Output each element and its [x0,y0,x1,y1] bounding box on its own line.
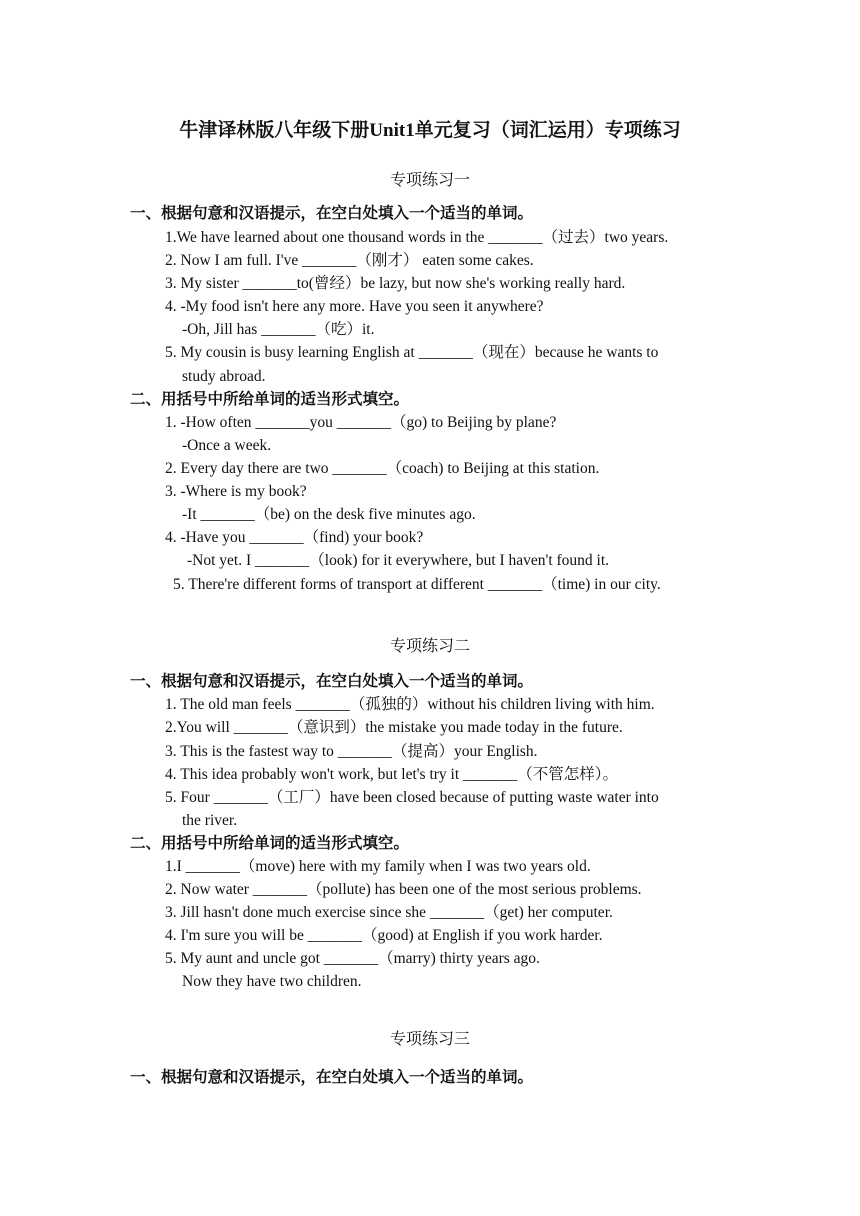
exercise-line: 5. There're different forms of transport at different _______（time) in our city. [173,576,661,593]
section-heading: 专项练习一 [389,172,470,189]
exercise-line: 2.You will _______（意识到）the mistake you made today in the future. [165,719,623,736]
exercise-line: 4. I'm sure you will be _______（good) at English if you work harder. [165,927,603,944]
worksheet-title: 牛津译林版八年级下册Unit1单元复习（词汇运用）专项练习 [179,120,681,141]
part-header: 二、用括号中所给单词的适当形式填空。 [130,835,410,852]
exercise-line: Now they have two children. [182,973,362,990]
exercise-line: 1.I _______（move) here with my family when I was two years old. [165,858,591,875]
exercise-line: 4. -Have you _______（find) your book? [165,529,424,546]
section-heading: 专项练习二 [389,638,470,655]
exercise-line: the river. [182,812,238,829]
exercise-line: study abroad. [182,368,266,385]
exercise-line: 5. My cousin is busy learning English at _______（现在）because he wants to [165,344,659,361]
exercise-line: 5. My aunt and uncle got _______（marry) thirty years ago. [165,950,540,967]
exercise-line: 2. Now water _______（pollute) has been one of the most serious problems. [165,881,642,898]
part-header: 一、根据句意和汉语提示，在空白处填入一个适当的单词。 [130,1069,534,1086]
exercise-line: 2. Now I am full. I've _______（刚才） eaten some cakes. [165,252,534,269]
exercise-line: -It _______（be) on the desk five minutes ago. [182,506,476,523]
exercise-line: 4. -My food isn't here any more. Have you seen it anywhere? [165,298,544,315]
exercise-line: 1. -How often _______you _______（go) to Beijing by plane? [165,414,557,431]
exercise-line: 1.We have learned about one thousand words in the _______（过去）two years. [165,229,669,246]
exercise-line: 4. This idea probably won't work, but let's try it _______（不管怎样）。 [165,766,619,783]
exercise-line: 3. -Where is my book? [165,483,307,500]
part-header: 一、根据句意和汉语提示，在空白处填入一个适当的单词。 [130,673,534,690]
part-header: 一、根据句意和汉语提示，在空白处填入一个适当的单词。 [130,205,534,222]
exercise-line: 1. The old man feels _______（孤独的）without his children living with him. [165,696,655,713]
section-heading: 专项练习三 [389,1031,470,1048]
exercise-line: 2. Every day there are two _______（coach) to Beijing at this station. [165,460,600,477]
exercise-line: -Once a week. [182,437,272,454]
exercise-line: -Not yet. I _______（look) for it everywhere, but I haven't found it. [187,552,610,569]
exercise-line: 3. My sister _______to(曾经）be lazy, but now she's working really hard. [165,275,626,292]
part-header: 二、用括号中所给单词的适当形式填空。 [130,391,410,408]
exercise-line: 5. Four _______（工厂）have been closed because of putting waste water into [165,789,659,806]
exercise-line: 3. This is the fastest way to _______（提高）your English. [165,743,538,760]
exercise-line: 3. Jill hasn't done much exercise since she _______（get) her computer. [165,904,613,921]
exercise-line: -Oh, Jill has _______（吃）it. [182,321,375,338]
